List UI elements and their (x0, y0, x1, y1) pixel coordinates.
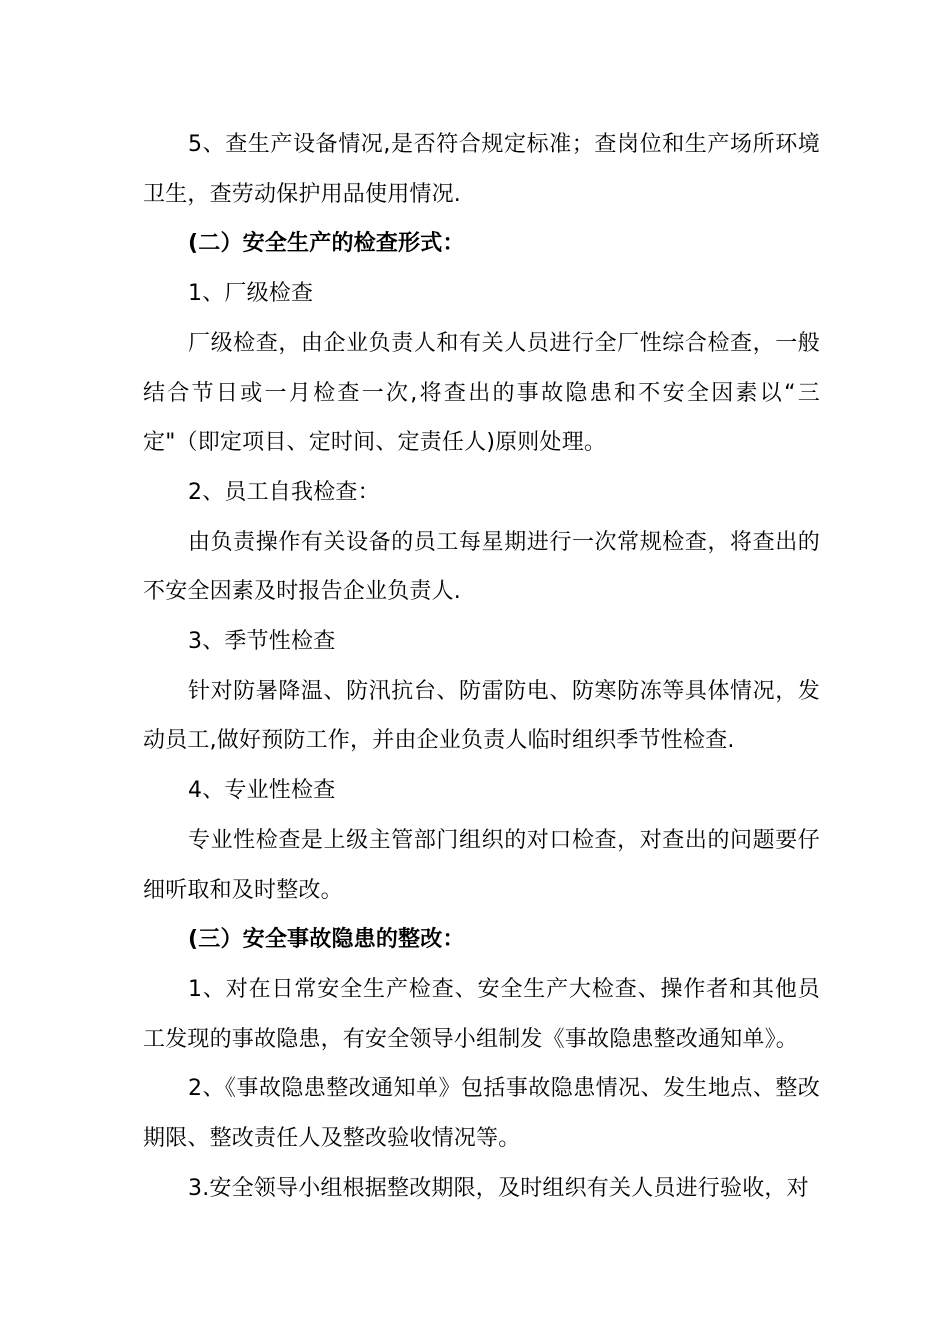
subheading-professional-inspection: 4、专业性检查 (188, 778, 336, 804)
paragraph-factory-inspection: 厂级检查，由企业负责人和有关人员进行全厂性综合检查，一般结合节日或一月检查一次,将查出的事故隐患和不安全因素以“三定"（即定项目、定时间、定责任人)原则处理。 (143, 330, 820, 456)
paragraph-rectification-item-2: 2、《事故隐患整改通知单》包括事故隐患情况、发生地点、整改期限、整改责任人及整改验收情况等。 (143, 1076, 820, 1152)
subheading-factory-inspection: 1、厂级检查 (188, 281, 314, 307)
subheading-self-inspection: 2、员工自我检查： (188, 479, 380, 505)
heading-inspection-forms: (二）安全生产的检查形式： (188, 231, 465, 257)
paragraph-inspection-item-5: 5、查生产设备情况,是否符合规定标准；查岗位和生产场所环境卫生，查劳动保护用品使用情况. (143, 132, 820, 207)
paragraph-rectification-item-1: 1、对在日常安全生产检查、安全生产大检查、操作者和其他员工发现的事故隐患，有安全领导小组制发《事故隐患整改通知单》。 (143, 976, 820, 1052)
subheading-seasonal-inspection: 3、季节性检查 (188, 629, 336, 655)
paragraph-professional-inspection: 专业性检查是上级主管部门组织的对口检查，对查出的问题要仔细听取和及时整改。 (143, 827, 820, 903)
paragraph-rectification-item-3: 3.安全领导小组根据整改期限，及时组织有关人员进行验收，对 (188, 1175, 809, 1201)
heading-hazard-rectification: (三）安全事故隐患的整改： (188, 927, 465, 953)
paragraph-seasonal-inspection: 针对防暑降温、防汛抗台、防雷防电、防寒防冻等具体情况，发动员工,做好预防工作，并由企业负责人临时组织季节性检查. (143, 678, 820, 754)
paragraph-self-inspection: 由负责操作有关设备的员工每星期进行一次常规检查，将查出的不安全因素及时报告企业负责人. (143, 529, 820, 605)
